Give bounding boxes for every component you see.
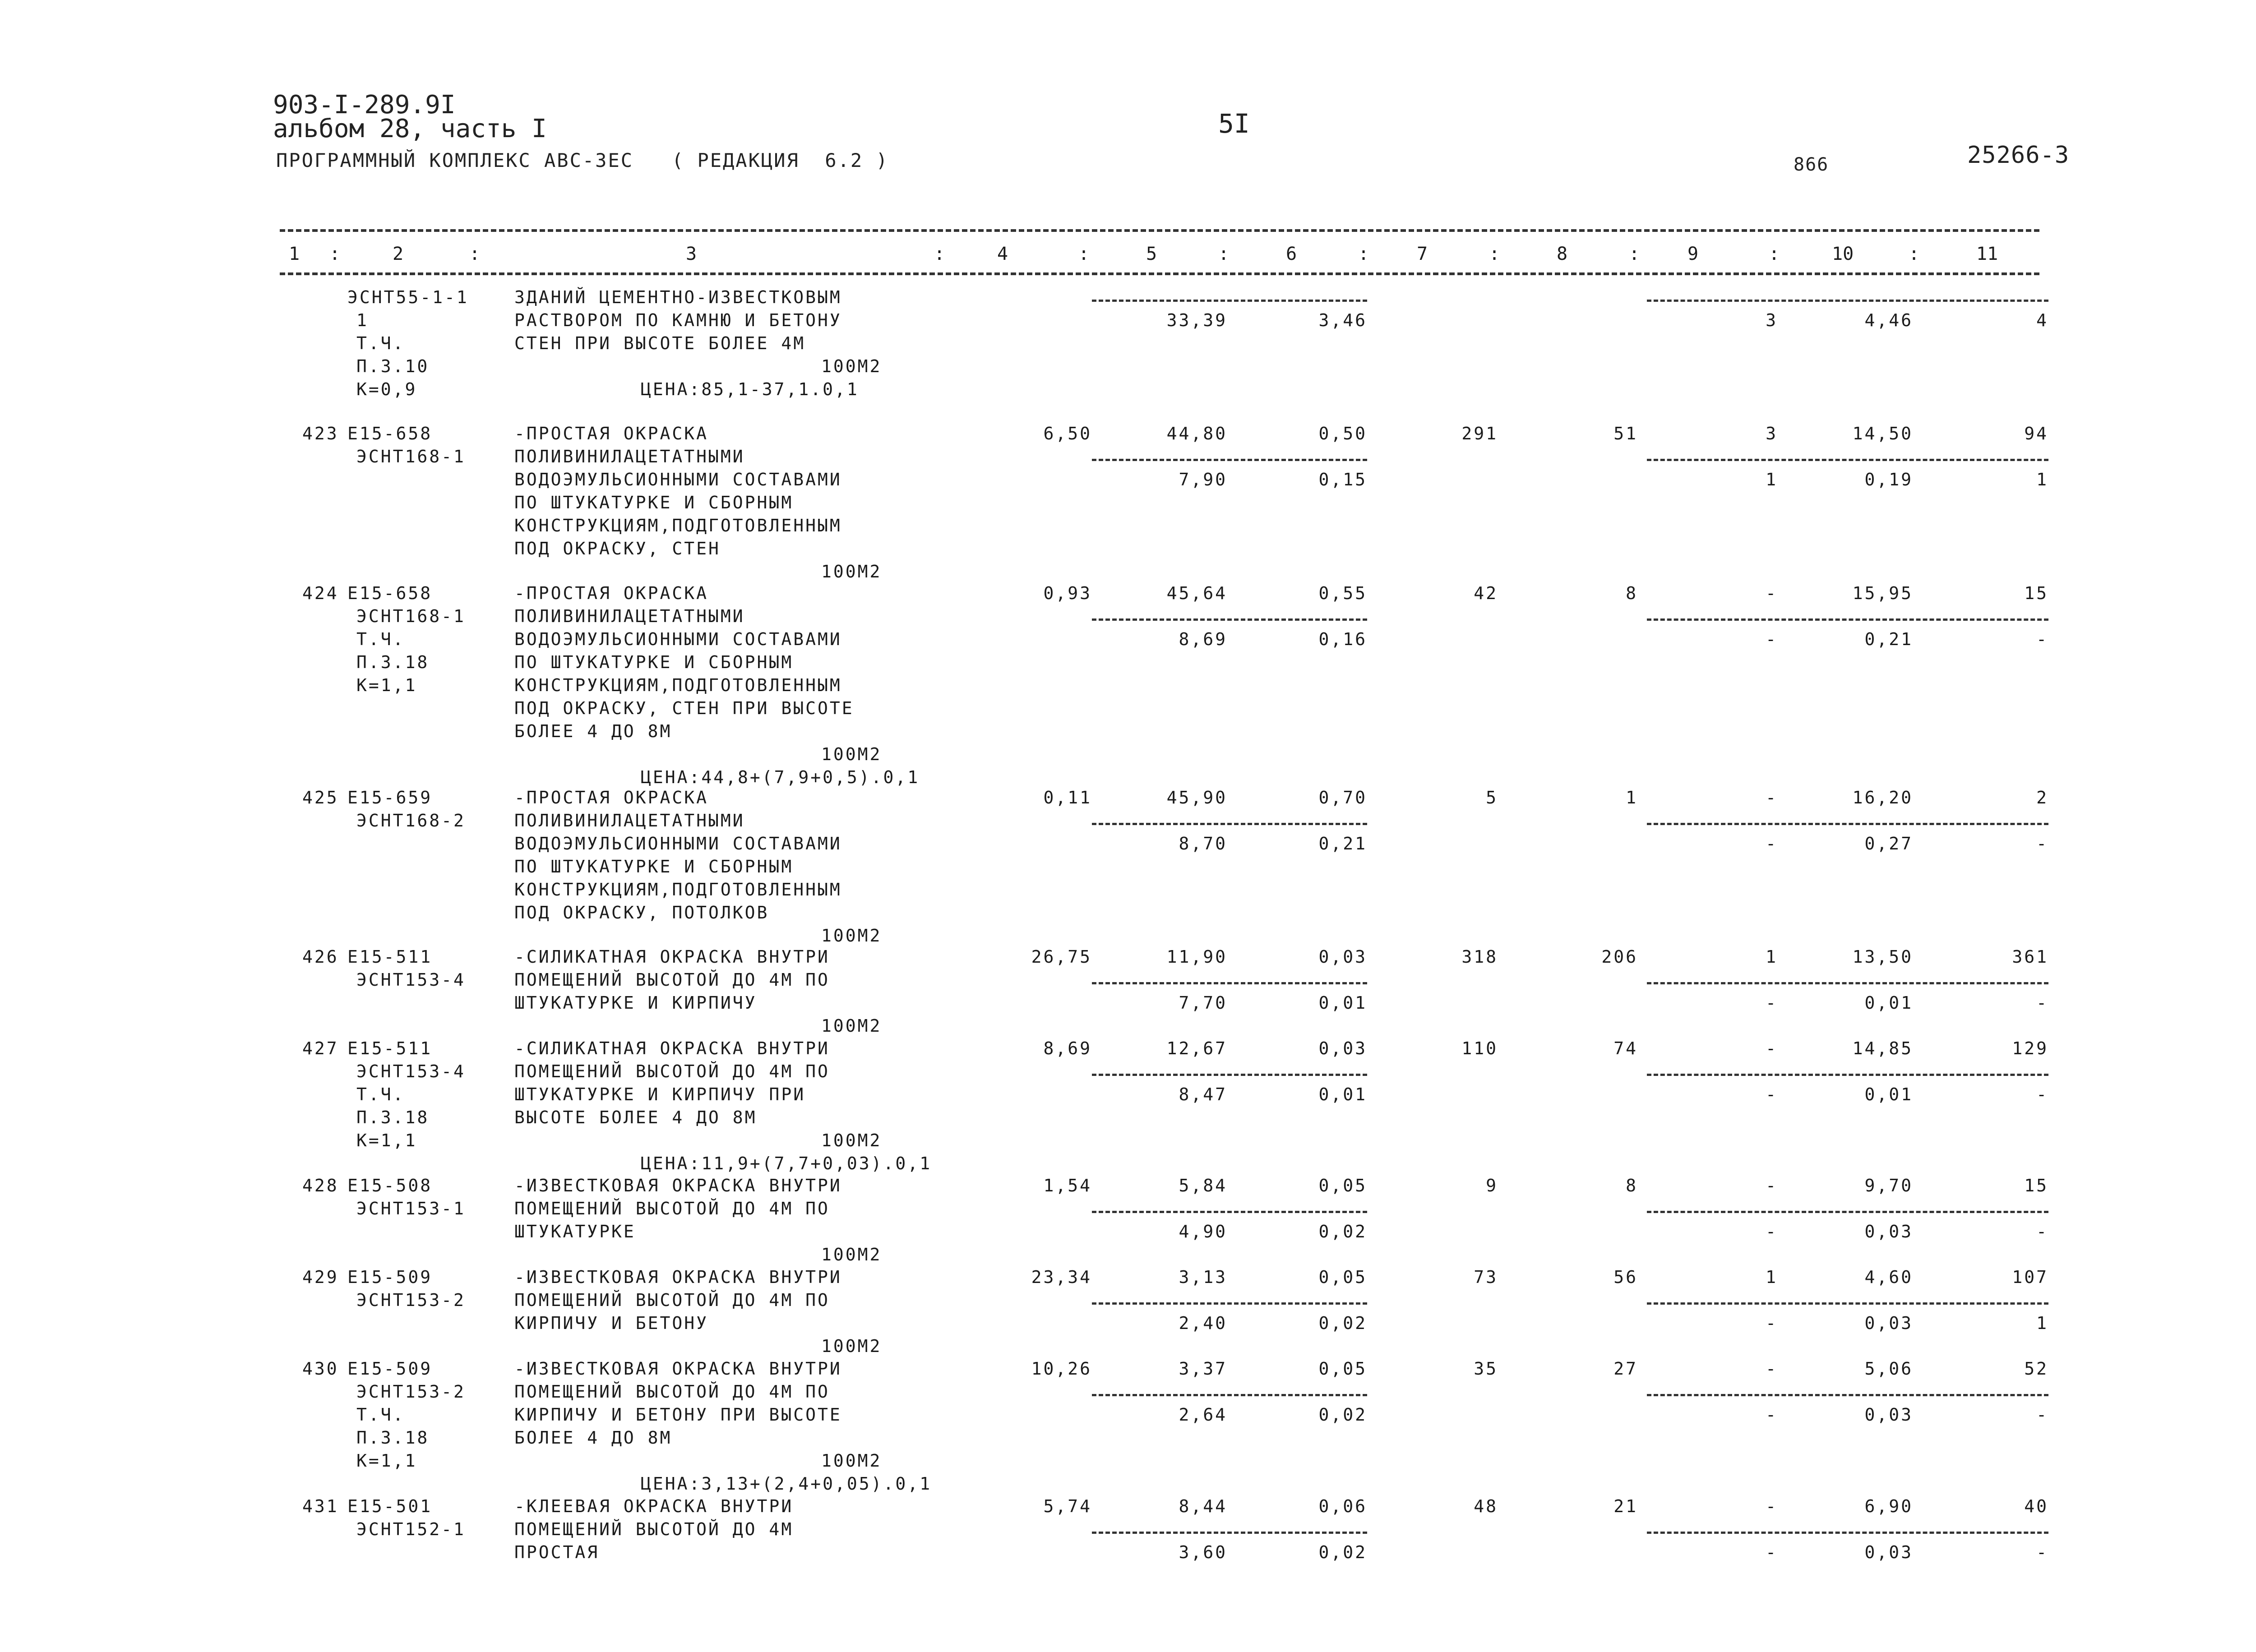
value-c11: 129 bbox=[2012, 1038, 2048, 1058]
resource-code: Т.Ч. bbox=[356, 333, 405, 353]
value-c9: - bbox=[1766, 583, 1778, 603]
separator-dash-5-6 bbox=[1092, 1532, 1367, 1534]
value-c5: 45,64 bbox=[1166, 583, 1227, 603]
work-description: ПОМЕЩЕНИЙ ВЫСОТОЙ ДО 4М ПО bbox=[514, 1290, 830, 1310]
value-c9: 1 bbox=[1766, 947, 1778, 967]
header-rule-top bbox=[280, 229, 2039, 232]
work-description: ЗДАНИЙ ЦЕМЕНТНО-ИЗВЕСТКОВЫМ bbox=[514, 287, 842, 307]
work-description: ПОМЕЩЕНИЙ ВЫСОТОЙ ДО 4М ПО bbox=[514, 970, 830, 990]
work-description: -СИЛИКАТНАЯ ОКРАСКА ВНУТРИ bbox=[514, 1038, 830, 1058]
unit-label: 100М2 bbox=[821, 356, 882, 376]
resource-code: К=0,9 bbox=[356, 379, 417, 399]
work-description: ШТУКАТУРКЕ И КИРПИЧУ bbox=[514, 993, 757, 1013]
column-separator: : bbox=[1358, 244, 1369, 264]
table-row bbox=[280, 583, 2048, 787]
work-description: ПОЛИВИНИЛАЦЕТАТНЫМИ bbox=[514, 606, 745, 626]
work-description: КИРПИЧУ И БЕТОНУ bbox=[514, 1313, 709, 1333]
resource-code: П.3.18 bbox=[356, 652, 430, 672]
work-description: ПОМЕЩЕНИЙ ВЫСОТОЙ ДО 4М ПО bbox=[514, 1061, 830, 1081]
value-c8: 8 bbox=[1626, 583, 1638, 603]
album-label: альбом 28, часть I bbox=[273, 114, 547, 143]
value-c8: 56 bbox=[1613, 1267, 1638, 1287]
column-separator: : bbox=[1218, 244, 1230, 264]
unit-label: 100М2 bbox=[821, 1245, 882, 1264]
separator-dash-9-11 bbox=[1647, 459, 2048, 461]
value-c11: 52 bbox=[2024, 1359, 2048, 1379]
row-number: 423 bbox=[302, 424, 339, 443]
separator-dash-9-11 bbox=[1647, 982, 2048, 984]
value-c11: 361 bbox=[2012, 947, 2048, 967]
value-c9-lower: 3 bbox=[1766, 310, 1778, 330]
value-c5-lower: 2,64 bbox=[1179, 1405, 1227, 1425]
value-c6-lower: 3,46 bbox=[1318, 310, 1367, 330]
value-c9-lower: - bbox=[1766, 1542, 1778, 1562]
separator-dash-9-11 bbox=[1647, 823, 2048, 825]
value-c11: 2 bbox=[2036, 788, 2048, 808]
resource-code: Е15-508 bbox=[347, 1176, 433, 1195]
work-description: -ИЗВЕСТКОВАЯ ОКРАСКА ВНУТРИ bbox=[514, 1359, 842, 1379]
value-c10-lower: 0,21 bbox=[1864, 629, 1913, 649]
row-number: 429 bbox=[302, 1267, 339, 1287]
work-description: ВОДОЭМУЛЬСИОННЫМИ СОСТАВАМИ bbox=[514, 629, 842, 649]
value-c7: 9 bbox=[1486, 1176, 1498, 1195]
unit-label: 100М2 bbox=[821, 1451, 882, 1471]
value-c4: 0,11 bbox=[1043, 788, 1092, 808]
resource-code: ЭСНТ153-1 bbox=[356, 1199, 466, 1218]
column-number: 6 bbox=[1286, 244, 1297, 264]
value-c7: 291 bbox=[1461, 424, 1498, 443]
sheet-number: 866 bbox=[1794, 154, 1829, 175]
value-c7: 110 bbox=[1461, 1038, 1498, 1058]
work-description: КИРПИЧУ И БЕТОНУ ПРИ ВЫСОТЕ bbox=[514, 1405, 842, 1425]
value-c5-lower: 4,90 bbox=[1179, 1222, 1227, 1241]
row-number: 426 bbox=[302, 947, 339, 967]
value-c4: 26,75 bbox=[1031, 947, 1092, 967]
value-c5-lower: 8,47 bbox=[1179, 1084, 1227, 1104]
price-formula: ЦЕНА:44,8+(7,9+0,5).0,1 bbox=[641, 767, 920, 787]
column-number: 9 bbox=[1687, 244, 1699, 264]
separator-dash-9-11 bbox=[1647, 1074, 2048, 1076]
value-c6: 0,05 bbox=[1318, 1176, 1367, 1195]
value-c11: 94 bbox=[2024, 424, 2048, 443]
value-c7: 73 bbox=[1474, 1267, 1498, 1287]
resource-code: ЭСНТ168-1 bbox=[356, 606, 466, 626]
resource-code: Т.Ч. bbox=[356, 629, 405, 649]
value-c8: 51 bbox=[1613, 424, 1638, 443]
value-c6: 0,03 bbox=[1318, 947, 1367, 967]
value-c5: 3,37 bbox=[1179, 1359, 1227, 1379]
value-c6: 0,05 bbox=[1318, 1359, 1367, 1379]
resource-code: П.3.10 bbox=[356, 356, 430, 376]
value-c10-lower: 0,03 bbox=[1864, 1405, 1913, 1425]
value-c8: 1 bbox=[1626, 788, 1638, 808]
value-c10-lower: 0,03 bbox=[1864, 1542, 1913, 1562]
work-description: ШТУКАТУРКЕ bbox=[514, 1222, 636, 1241]
resource-code: 1 bbox=[356, 310, 369, 330]
resource-code: Е15-509 bbox=[347, 1267, 433, 1287]
value-c11-lower: - bbox=[2036, 1405, 2048, 1425]
separator-dash-9-11 bbox=[1647, 1211, 2048, 1213]
price-formula: ЦЕНА:3,13+(2,4+0,05).0,1 bbox=[641, 1474, 932, 1494]
separator-dash-5-6 bbox=[1092, 1211, 1367, 1213]
value-c10: 14,85 bbox=[1852, 1038, 1913, 1058]
value-c5: 12,67 bbox=[1166, 1038, 1227, 1058]
resource-code: ЭСНТ153-2 bbox=[356, 1290, 466, 1310]
value-c10-lower: 0,19 bbox=[1864, 470, 1913, 489]
value-c5: 44,80 bbox=[1166, 424, 1227, 443]
value-c11-lower: - bbox=[2036, 993, 2048, 1013]
value-c9: - bbox=[1766, 1038, 1778, 1058]
value-c11: 107 bbox=[2012, 1267, 2048, 1287]
work-description: -ИЗВЕСТКОВАЯ ОКРАСКА ВНУТРИ bbox=[514, 1267, 842, 1287]
value-c6-lower: 0,21 bbox=[1318, 834, 1367, 854]
value-c9: 1 bbox=[1766, 1267, 1778, 1287]
separator-dash-5-6 bbox=[1092, 618, 1367, 621]
document-code: 903-I-289.9I bbox=[273, 90, 456, 120]
work-description: КОНСТРУКЦИЯМ,ПОДГОТОВЛЕННЫМ bbox=[514, 880, 842, 900]
value-c10: 4,60 bbox=[1864, 1267, 1913, 1287]
column-number: 11 bbox=[1976, 244, 1998, 264]
value-c7: 318 bbox=[1461, 947, 1498, 967]
program-title: ПРОГРАММНЫЙ КОМПЛЕКС АВС-3ЕС ( РЕДАКЦИЯ 6.2 ) bbox=[276, 149, 889, 171]
resource-code: К=1,1 bbox=[356, 675, 417, 695]
value-c10: 9,70 bbox=[1864, 1176, 1913, 1195]
unit-label: 100М2 bbox=[821, 562, 882, 581]
value-c9-lower: - bbox=[1766, 1405, 1778, 1425]
unit-label: 100М2 bbox=[821, 1016, 882, 1036]
column-number: 10 bbox=[1832, 244, 1854, 264]
value-c10-lower: 0,27 bbox=[1864, 834, 1913, 854]
value-c11: 15 bbox=[2024, 583, 2048, 603]
table-row bbox=[280, 424, 2048, 581]
column-number: 8 bbox=[1557, 244, 1568, 264]
table-row bbox=[280, 788, 2048, 946]
value-c9-lower: 1 bbox=[1766, 470, 1778, 489]
value-c5-lower: 33,39 bbox=[1166, 310, 1227, 330]
value-c9-lower: - bbox=[1766, 993, 1778, 1013]
value-c10: 13,50 bbox=[1852, 947, 1913, 967]
value-c6-lower: 0,02 bbox=[1318, 1405, 1367, 1425]
value-c11: 15 bbox=[2024, 1176, 2048, 1195]
value-c8: 8 bbox=[1626, 1176, 1638, 1195]
value-c5-lower: 2,40 bbox=[1179, 1313, 1227, 1333]
value-c9-lower: - bbox=[1766, 834, 1778, 854]
work-description: СТЕН ПРИ ВЫСОТЕ БОЛЕЕ 4М bbox=[514, 333, 806, 353]
value-c9-lower: - bbox=[1766, 629, 1778, 649]
resource-code: ЭСНТ152-1 bbox=[356, 1519, 466, 1539]
value-c6: 0,70 bbox=[1318, 788, 1367, 808]
column-separator: : bbox=[469, 244, 481, 264]
resource-code: Е15-511 bbox=[347, 947, 433, 967]
value-c6: 0,05 bbox=[1318, 1267, 1367, 1287]
column-number: 2 bbox=[393, 244, 404, 264]
value-c11-lower: - bbox=[2036, 834, 2048, 854]
separator-dash-9-11 bbox=[1647, 1394, 2048, 1396]
value-c7: 35 bbox=[1474, 1359, 1498, 1379]
value-c6-lower: 0,02 bbox=[1318, 1542, 1367, 1562]
value-c6: 0,06 bbox=[1318, 1496, 1367, 1516]
value-c10-lower: 0,01 bbox=[1864, 1084, 1913, 1104]
resource-code: Е15-658 bbox=[347, 424, 433, 443]
value-c4: 5,74 bbox=[1043, 1496, 1092, 1516]
resource-code: ЭСНТ168-2 bbox=[356, 811, 466, 831]
value-c10: 15,95 bbox=[1852, 583, 1913, 603]
resource-code: ЭСНТ55-1-1 bbox=[347, 287, 469, 307]
value-c5-lower: 3,60 bbox=[1179, 1542, 1227, 1562]
work-description: ПОД ОКРАСКУ, СТЕН bbox=[514, 539, 721, 558]
separator-dash-9-11 bbox=[1647, 1532, 2048, 1534]
work-description: ПО ШТУКАТУРКЕ И СБОРНЫМ bbox=[514, 652, 794, 672]
work-description: ПОД ОКРАСКУ, ПОТОЛКОВ bbox=[514, 903, 769, 923]
value-c11-lower: 1 bbox=[2036, 1313, 2048, 1333]
work-description: ПО ШТУКАТУРКЕ И СБОРНЫМ bbox=[514, 857, 794, 877]
value-c10-lower: 0,03 bbox=[1864, 1222, 1913, 1241]
value-c9: 3 bbox=[1766, 424, 1778, 443]
separator-dash-5-6 bbox=[1092, 1302, 1367, 1305]
work-description: -ПРОСТАЯ ОКРАСКА bbox=[514, 424, 709, 443]
value-c10-lower: 0,03 bbox=[1864, 1313, 1913, 1333]
value-c10-lower: 0,01 bbox=[1864, 993, 1913, 1013]
value-c8: 27 bbox=[1613, 1359, 1638, 1379]
resource-code: Т.Ч. bbox=[356, 1405, 405, 1425]
work-description: ПРОСТАЯ bbox=[514, 1542, 600, 1562]
header-rule-bottom bbox=[280, 272, 2039, 275]
value-c5: 8,44 bbox=[1179, 1496, 1227, 1516]
resource-code: Е15-501 bbox=[347, 1496, 433, 1516]
value-c4: 6,50 bbox=[1043, 424, 1092, 443]
sheet-code: 25266-3 bbox=[1967, 142, 2070, 169]
value-c5-lower: 7,90 bbox=[1179, 470, 1227, 489]
resource-code: ЭСНТ168-1 bbox=[356, 447, 466, 466]
value-c8: 206 bbox=[1601, 947, 1638, 967]
value-c9-lower: - bbox=[1766, 1084, 1778, 1104]
value-c6-lower: 0,16 bbox=[1318, 629, 1367, 649]
work-description: ПО ШТУКАТУРКЕ И СБОРНЫМ bbox=[514, 493, 794, 512]
separator-dash-5-6 bbox=[1092, 1074, 1367, 1076]
unit-label: 100М2 bbox=[821, 1336, 882, 1356]
column-number: 5 bbox=[1146, 244, 1157, 264]
work-description: -ИЗВЕСТКОВАЯ ОКРАСКА ВНУТРИ bbox=[514, 1176, 842, 1195]
column-number: 1 bbox=[289, 244, 300, 264]
column-separator: : bbox=[1629, 244, 1640, 264]
resource-code: К=1,1 bbox=[356, 1451, 417, 1471]
column-separator: : bbox=[329, 244, 341, 264]
work-description: ВЫСОТЕ БОЛЕЕ 4 ДО 8М bbox=[514, 1107, 757, 1127]
value-c10-lower: 4,46 bbox=[1864, 310, 1913, 330]
work-description: ПОЛИВИНИЛАЦЕТАТНЫМИ bbox=[514, 811, 745, 831]
value-c6-lower: 0,01 bbox=[1318, 1084, 1367, 1104]
value-c6-lower: 0,02 bbox=[1318, 1313, 1367, 1333]
separator-dash-5-6 bbox=[1092, 459, 1367, 461]
work-description: РАСТВОРОМ ПО КАМНЮ И БЕТОНУ bbox=[514, 310, 842, 330]
work-description: ПОД ОКРАСКУ, СТЕН ПРИ ВЫСОТЕ bbox=[514, 698, 854, 718]
work-description: ПОЛИВИНИЛАЦЕТАТНЫМИ bbox=[514, 447, 745, 466]
work-description: ВОДОЭМУЛЬСИОННЫМИ СОСТАВАМИ bbox=[514, 470, 842, 489]
resource-code: Т.Ч. bbox=[356, 1084, 405, 1104]
value-c7: 42 bbox=[1474, 583, 1498, 603]
work-description: БОЛЕЕ 4 ДО 8М bbox=[514, 721, 672, 741]
value-c4: 10,26 bbox=[1031, 1359, 1092, 1379]
work-description: ПОМЕЩЕНИЙ ВЫСОТОЙ ДО 4М bbox=[514, 1519, 794, 1539]
row-number: 430 bbox=[302, 1359, 339, 1379]
column-separator: : bbox=[1769, 244, 1780, 264]
value-c6-lower: 0,01 bbox=[1318, 993, 1367, 1013]
resource-code: Е15-658 bbox=[347, 583, 433, 603]
table-row bbox=[280, 1359, 2048, 1495]
value-c10: 5,06 bbox=[1864, 1359, 1913, 1379]
resource-code: Е15-511 bbox=[347, 1038, 433, 1058]
work-description: ПОМЕЩЕНИЙ ВЫСОТОЙ ДО 4М ПО bbox=[514, 1382, 830, 1402]
value-c5: 45,90 bbox=[1166, 788, 1227, 808]
resource-code: К=1,1 bbox=[356, 1131, 417, 1150]
row-number: 425 bbox=[302, 788, 339, 808]
value-c5-lower: 8,70 bbox=[1179, 834, 1227, 854]
value-c10: 6,90 bbox=[1864, 1496, 1913, 1516]
value-c11-lower: 4 bbox=[2036, 310, 2048, 330]
value-c5-lower: 8,69 bbox=[1179, 629, 1227, 649]
value-c11-lower: - bbox=[2036, 629, 2048, 649]
value-c9: - bbox=[1766, 1496, 1778, 1516]
row-number: 428 bbox=[302, 1176, 339, 1195]
value-c9-lower: - bbox=[1766, 1222, 1778, 1241]
value-c9: - bbox=[1766, 1359, 1778, 1379]
value-c7: 48 bbox=[1474, 1496, 1498, 1516]
resource-code: ЭСНТ153-2 bbox=[356, 1382, 466, 1402]
value-c6: 0,55 bbox=[1318, 583, 1367, 603]
value-c9: - bbox=[1766, 788, 1778, 808]
row-number: 427 bbox=[302, 1038, 339, 1058]
separator-dash-5-6 bbox=[1092, 982, 1367, 984]
column-separator: : bbox=[934, 244, 945, 264]
value-c8: 21 bbox=[1613, 1496, 1638, 1516]
column-number: 4 bbox=[997, 244, 1008, 264]
value-c11-lower: 1 bbox=[2036, 470, 2048, 489]
value-c11-lower: - bbox=[2036, 1084, 2048, 1104]
separator-dash-5-6 bbox=[1092, 1394, 1367, 1396]
unit-label: 100М2 bbox=[821, 926, 882, 946]
column-separator: : bbox=[1489, 244, 1500, 264]
value-c10: 16,20 bbox=[1852, 788, 1913, 808]
separator-dash-9-11 bbox=[1647, 1302, 2048, 1305]
value-c8: 74 bbox=[1613, 1038, 1638, 1058]
resource-code: Е15-509 bbox=[347, 1359, 433, 1379]
separator-dash-9-11 bbox=[1647, 300, 2048, 302]
column-separator: : bbox=[1078, 244, 1090, 264]
work-description: ВОДОЭМУЛЬСИОННЫМИ СОСТАВАМИ bbox=[514, 834, 842, 854]
value-c5: 5,84 bbox=[1179, 1176, 1227, 1195]
resource-code: ЭСНТ153-4 bbox=[356, 970, 466, 990]
separator-dash-9-11 bbox=[1647, 618, 2048, 621]
value-c10: 14,50 bbox=[1852, 424, 1913, 443]
table-row bbox=[280, 1496, 2048, 1633]
value-c6-lower: 0,15 bbox=[1318, 470, 1367, 489]
value-c5: 11,90 bbox=[1166, 947, 1227, 967]
work-description: БОЛЕЕ 4 ДО 8М bbox=[514, 1428, 672, 1448]
resource-code: ЭСНТ153-4 bbox=[356, 1061, 466, 1081]
work-description: ПОМЕЩЕНИЙ ВЫСОТОЙ ДО 4М ПО bbox=[514, 1199, 830, 1218]
unit-label: 100М2 bbox=[821, 744, 882, 764]
value-c9: - bbox=[1766, 1176, 1778, 1195]
column-number: 3 bbox=[686, 244, 697, 264]
page-number: 5I bbox=[1218, 108, 1250, 139]
value-c6: 0,03 bbox=[1318, 1038, 1367, 1058]
value-c11: 40 bbox=[2024, 1496, 2048, 1516]
work-description: -ПРОСТАЯ ОКРАСКА bbox=[514, 788, 709, 808]
table-row bbox=[280, 287, 2048, 424]
work-description: КОНСТРУКЦИЯМ,ПОДГОТОВЛЕННЫМ bbox=[514, 675, 842, 695]
price-formula: ЦЕНА:11,9+(7,7+0,03).0,1 bbox=[641, 1154, 932, 1173]
work-description: ШТУКАТУРКЕ И КИРПИЧУ ПРИ bbox=[514, 1084, 806, 1104]
work-description: КОНСТРУКЦИЯМ,ПОДГОТОВЛЕННЫМ bbox=[514, 516, 842, 535]
resource-code: П.3.18 bbox=[356, 1428, 430, 1448]
row-number: 431 bbox=[302, 1496, 339, 1516]
work-description: -ПРОСТАЯ ОКРАСКА bbox=[514, 583, 709, 603]
resource-code: Е15-659 bbox=[347, 788, 433, 808]
value-c4: 0,93 bbox=[1043, 583, 1092, 603]
value-c5-lower: 7,70 bbox=[1179, 993, 1227, 1013]
resource-code: П.3.18 bbox=[356, 1107, 430, 1127]
value-c5: 3,13 bbox=[1179, 1267, 1227, 1287]
value-c11-lower: - bbox=[2036, 1222, 2048, 1241]
work-description: -КЛЕЕВАЯ ОКРАСКА ВНУТРИ bbox=[514, 1496, 794, 1516]
table-row bbox=[280, 1038, 2048, 1175]
column-number: 7 bbox=[1417, 244, 1428, 264]
value-c9-lower: - bbox=[1766, 1313, 1778, 1333]
work-description: -СИЛИКАТНАЯ ОКРАСКА ВНУТРИ bbox=[514, 947, 830, 967]
value-c7: 5 bbox=[1486, 788, 1498, 808]
column-numbers-row bbox=[280, 244, 2039, 271]
row-number: 424 bbox=[302, 583, 339, 603]
unit-label: 100М2 bbox=[821, 1131, 882, 1150]
column-separator: : bbox=[1909, 244, 1920, 264]
separator-dash-5-6 bbox=[1092, 823, 1367, 825]
value-c4: 1,54 bbox=[1043, 1176, 1092, 1195]
price-formula: ЦЕНА:85,1-37,1.0,1 bbox=[641, 379, 859, 399]
value-c6: 0,50 bbox=[1318, 424, 1367, 443]
separator-dash-5-6 bbox=[1092, 300, 1367, 302]
value-c4: 23,34 bbox=[1031, 1267, 1092, 1287]
value-c6-lower: 0,02 bbox=[1318, 1222, 1367, 1241]
value-c11-lower: - bbox=[2036, 1542, 2048, 1562]
value-c4: 8,69 bbox=[1043, 1038, 1092, 1058]
